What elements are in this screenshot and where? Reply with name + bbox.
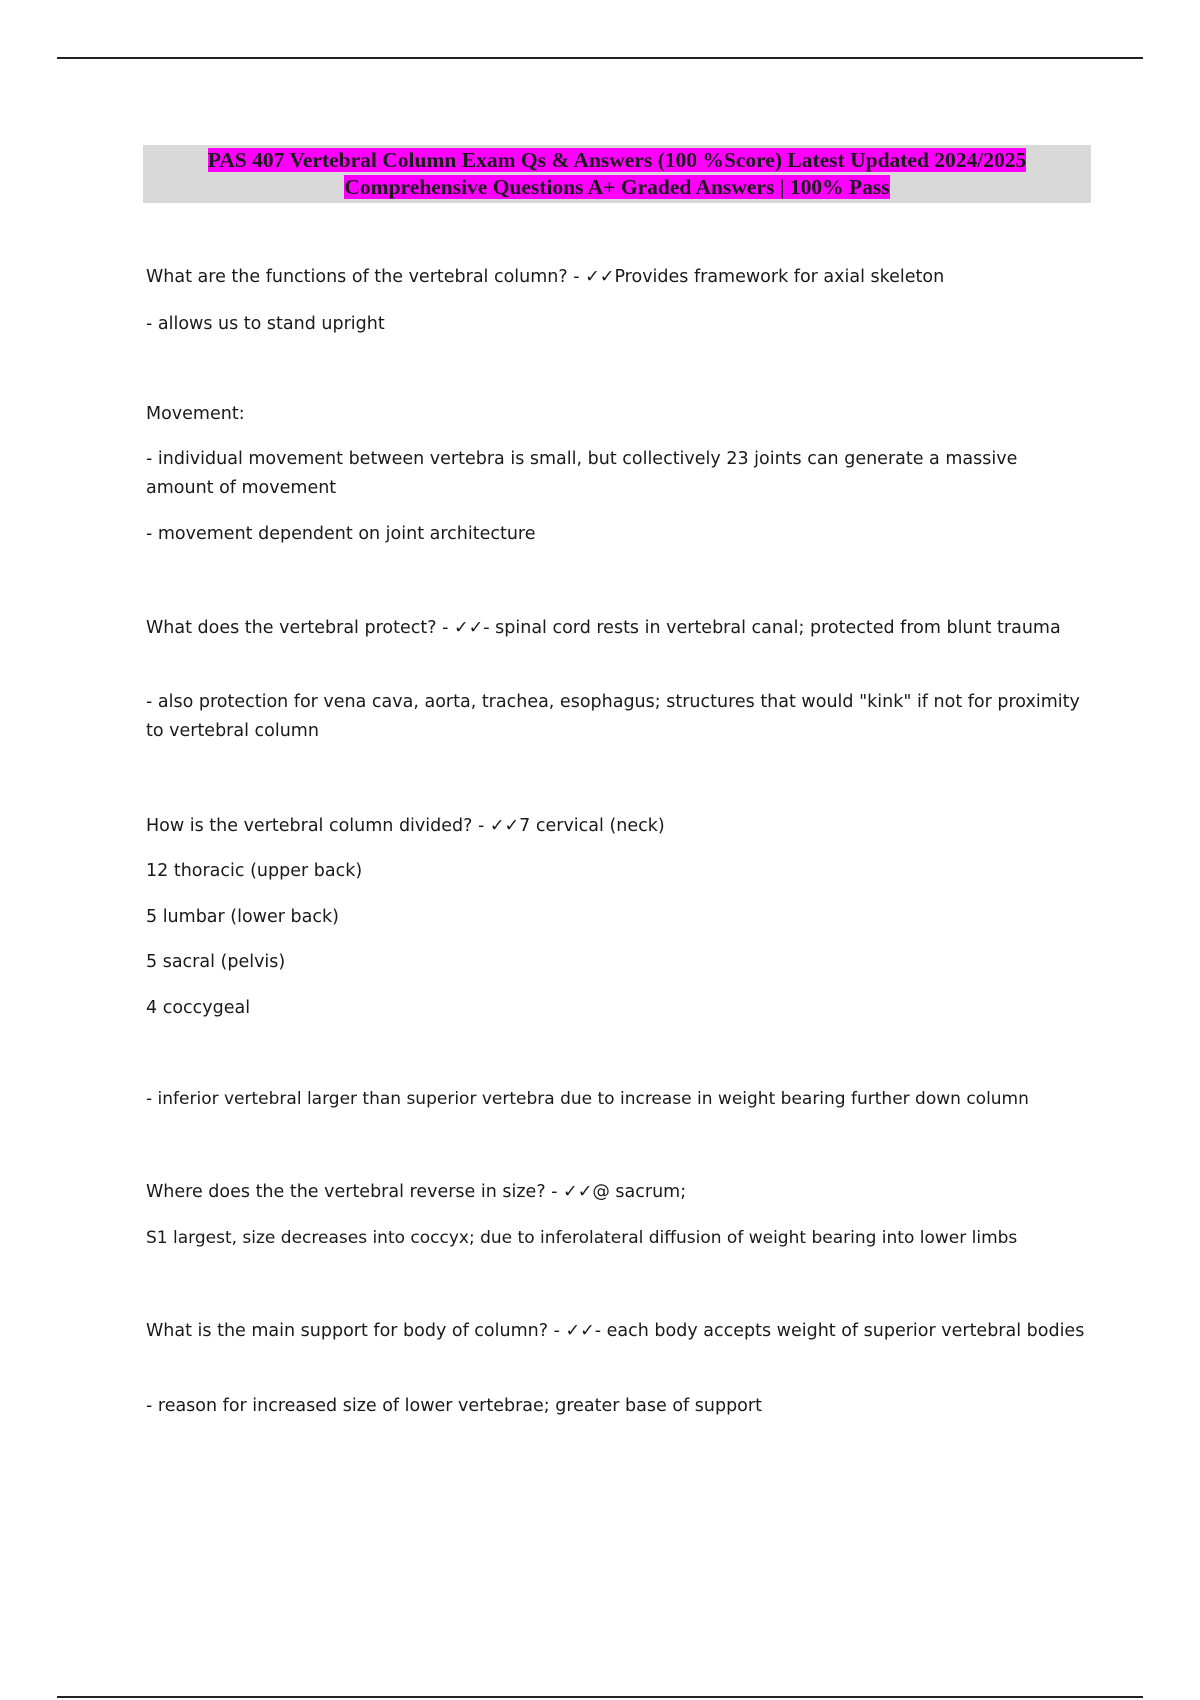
paragraph: S1 largest, size decreases into coccyx; due to inferolateral diffusion of weight bearing into lower limbs [146,1228,1018,1248]
paragraph: Movement: [146,404,245,424]
paragraph: 4 coccygeal [146,998,251,1018]
document-title [143,145,1091,203]
top-rule [57,57,1143,59]
bottom-rule [57,1696,1143,1698]
title-line-2: Comprehensive Questions A+ Graded Answers | 100% Pass [344,175,890,199]
paragraph: - individual movement between vertebra is small, but collectively 23 joints can generate a massive amount of movement [146,449,1018,498]
paragraph: 5 lumbar (lower back) [146,907,339,927]
paragraph-q5: What is the main support for body of column? - ✓✓- each body accepts weight of superior vertebral bodies [146,1321,1085,1341]
paragraph: - movement dependent on joint architecture [146,524,536,544]
paragraph-q4: Where does the the vertebral reverse in size? - ✓✓@ sacrum; [146,1182,687,1202]
paragraph: - allows us to stand upright [146,314,385,334]
paragraph: - also protection for vena cava, aorta, trachea, esophagus; structures that would "kink" if not for proximity to vertebral column [146,692,1080,741]
paragraph-q3: How is the vertebral column divided? - ✓✓7 cervical (neck) [146,816,665,836]
title-line-1: PAS 407 Vertebral Column Exam Qs & Answers (100 %Score) Latest Updated 2024/2025 [207,148,1027,172]
paragraph: 12 thoracic (upper back) [146,861,363,881]
paragraph-q2: What does the vertebral protect? - ✓✓- spinal cord rests in vertebral canal; protected from blunt trauma [146,618,1061,638]
paragraph: - reason for increased size of lower vertebrae; greater base of support [146,1396,762,1416]
paragraph: 5 sacral (pelvis) [146,952,286,972]
paragraph-q1: What are the functions of the vertebral column? - ✓✓Provides framework for axial skeleton [146,267,945,287]
paragraph: - inferior vertebral larger than superior vertebra due to increase in weight bearing further down column [146,1089,1029,1109]
